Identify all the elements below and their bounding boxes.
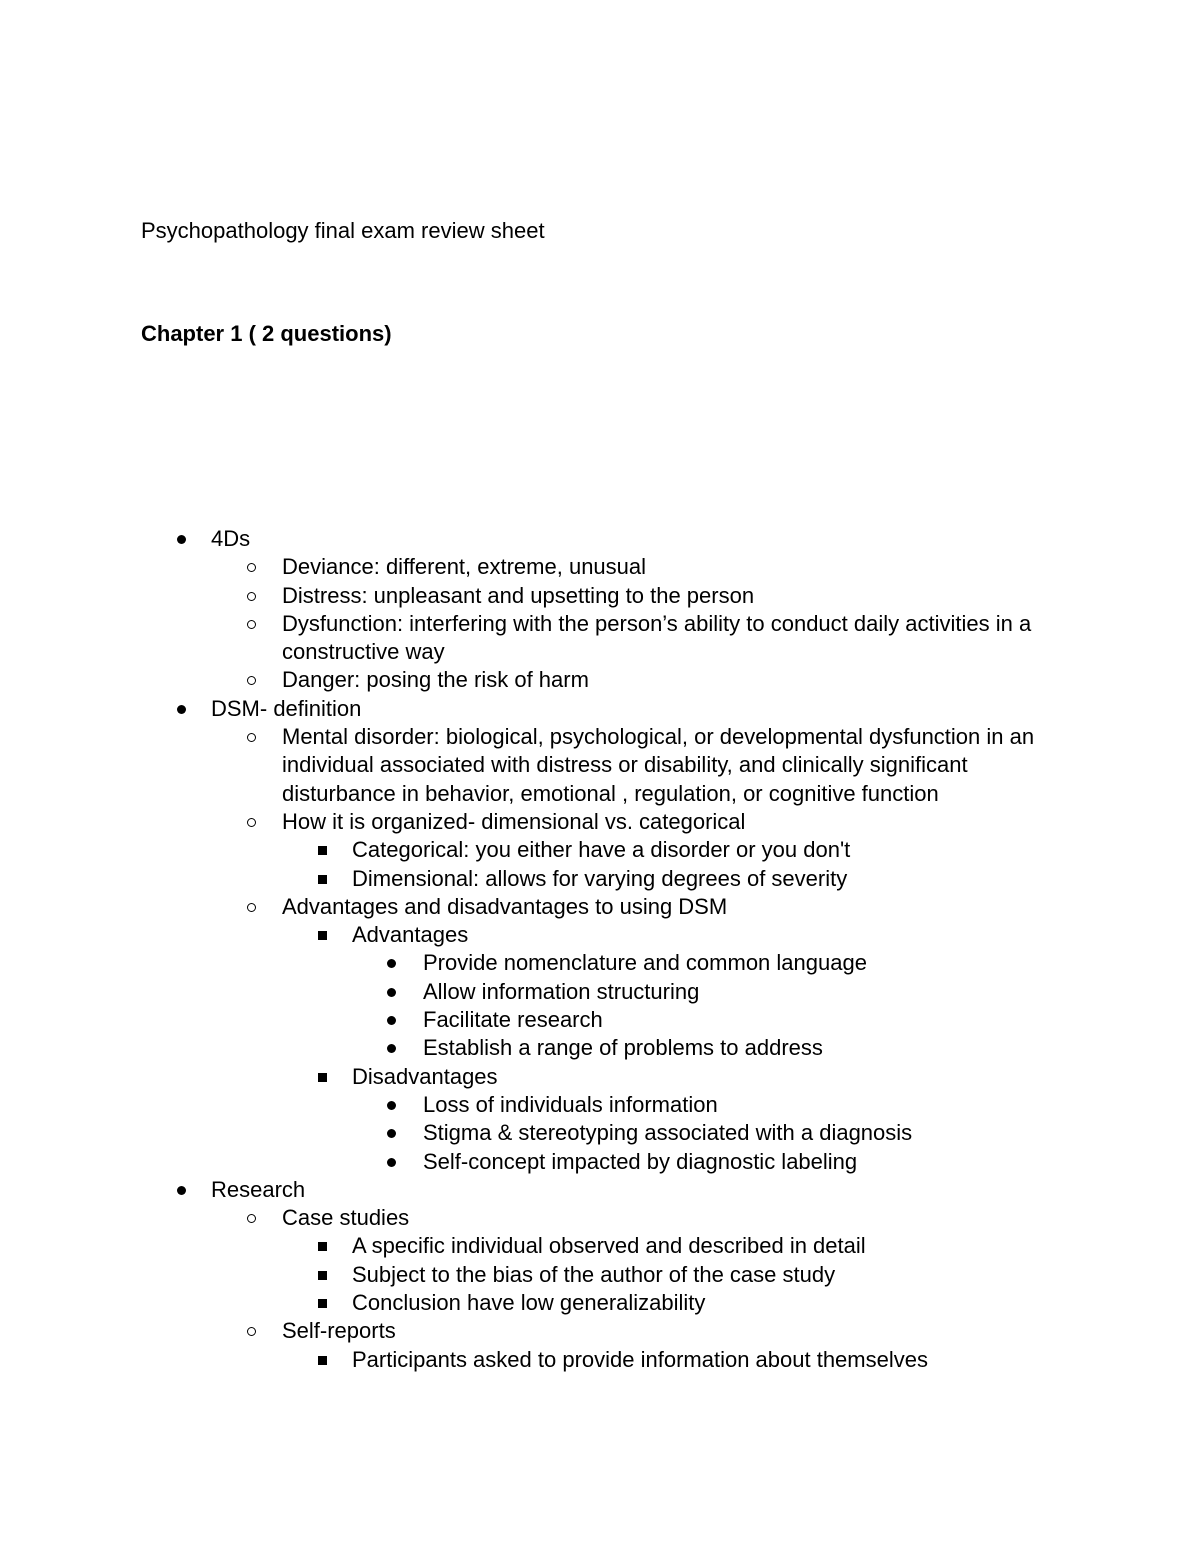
list-item [0, 1261, 1200, 1289]
list-item [0, 1006, 1200, 1034]
list-item-text: Participants asked to provide information about themselves [352, 1346, 928, 1372]
list-item [0, 836, 1200, 864]
list-item-text: Dimensional: allows for varying degrees of severity [352, 865, 848, 891]
list-item-text: Provide nomenclature and common language [423, 950, 867, 976]
circle-bullet-icon [247, 893, 267, 921]
list-item [0, 695, 1200, 723]
disc-bullet-icon [177, 1176, 197, 1204]
document-title: Psychopathology final exam review sheet [141, 218, 545, 243]
square-bullet-icon [316, 836, 336, 864]
list-item [0, 525, 1200, 553]
square-bullet-icon [316, 1232, 336, 1260]
list-item-text: Mental disorder: biological, psychological, or developmental dysfunction in an individual associated with distress or disability, and clinically significant disturbance in behavior, emotional , regulation, or cognitive function [282, 724, 1041, 806]
list-item-text: DSM- definition [211, 695, 362, 721]
list-item [0, 1148, 1200, 1176]
list-item-text: Conclusion have low generalizability [352, 1290, 706, 1316]
list-item-text: 4Ds [211, 526, 251, 551]
list-item-text: Advantages and disadvantages to using DSM [282, 893, 728, 919]
square-bullet-icon [316, 1346, 336, 1374]
list-item-text: Advantages [352, 922, 469, 948]
circle-bullet-icon [247, 1317, 267, 1345]
square-bullet-icon [316, 1261, 336, 1289]
list-item [0, 1063, 1200, 1091]
list-item-text: Subject to the bias of the author of the case study [352, 1261, 836, 1287]
list-item-text: Disadvantages [352, 1063, 498, 1089]
list-item-text: Danger: posing the risk of harm [282, 667, 589, 693]
list-item-text: Case studies [282, 1205, 410, 1231]
list-item-text: Self-concept impacted by diagnostic labeling [423, 1148, 858, 1174]
circle-bullet-icon [247, 610, 267, 638]
list-item-text: Categorical: you either have a disorder or you don't [352, 837, 851, 863]
list-item [0, 949, 1200, 977]
list-item [0, 553, 1200, 581]
disc-bullet-icon [387, 1034, 407, 1062]
circle-bullet-icon [247, 723, 267, 751]
circle-bullet-icon [247, 553, 267, 581]
review-outline-list [0, 525, 1200, 1374]
list-item-text: Deviance: different, extreme, unusual [282, 554, 647, 580]
list-item [0, 582, 1200, 610]
list-item [0, 1289, 1200, 1317]
list-item [0, 1176, 1200, 1204]
disc-bullet-icon [387, 978, 407, 1006]
disc-bullet-icon [387, 1006, 407, 1034]
list-item [0, 893, 1200, 921]
list-item [0, 1119, 1200, 1147]
list-item-text: How it is organized- dimensional vs. categorical [282, 808, 746, 834]
disc-bullet-icon [387, 1148, 407, 1176]
disc-bullet-icon [387, 949, 407, 977]
list-item [0, 610, 1200, 667]
disc-bullet-icon [387, 1091, 407, 1119]
list-item [0, 921, 1200, 949]
square-bullet-icon [316, 1063, 336, 1091]
disc-bullet-icon [177, 525, 197, 553]
list-item-text: Stigma & stereotyping associated with a diagnosis [423, 1120, 913, 1146]
circle-bullet-icon [247, 582, 267, 610]
list-item [0, 1091, 1200, 1119]
list-item [0, 1204, 1200, 1232]
list-item-text: Distress: unpleasant and upsetting to the person [282, 582, 755, 608]
list-item [0, 1317, 1200, 1345]
list-item-text: Dysfunction: interfering with the person’s ability to conduct daily activities in a constructive way [282, 610, 1038, 665]
list-item-text: Allow information structuring [423, 978, 700, 1004]
list-item [0, 978, 1200, 1006]
list-item [0, 808, 1200, 836]
list-item-text: Facilitate research [423, 1007, 603, 1033]
list-item-text: Loss of individuals information [423, 1091, 718, 1117]
list-item [0, 1034, 1200, 1062]
list-item [0, 1346, 1200, 1374]
chapter-heading: Chapter 1 ( 2 questions) [141, 321, 392, 346]
square-bullet-icon [316, 1289, 336, 1317]
list-item-text: A specific individual observed and described in detail [352, 1233, 866, 1259]
list-item [0, 723, 1200, 808]
square-bullet-icon [316, 921, 336, 949]
circle-bullet-icon [247, 666, 267, 694]
list-item [0, 666, 1200, 694]
list-item [0, 1232, 1200, 1260]
list-item [0, 865, 1200, 893]
list-item-text: Self-reports [282, 1318, 396, 1344]
list-item-text: Research [211, 1176, 306, 1202]
circle-bullet-icon [247, 808, 267, 836]
square-bullet-icon [316, 865, 336, 893]
disc-bullet-icon [177, 695, 197, 723]
circle-bullet-icon [247, 1204, 267, 1232]
list-item-text: Establish a range of problems to address [423, 1035, 823, 1061]
disc-bullet-icon [387, 1119, 407, 1147]
